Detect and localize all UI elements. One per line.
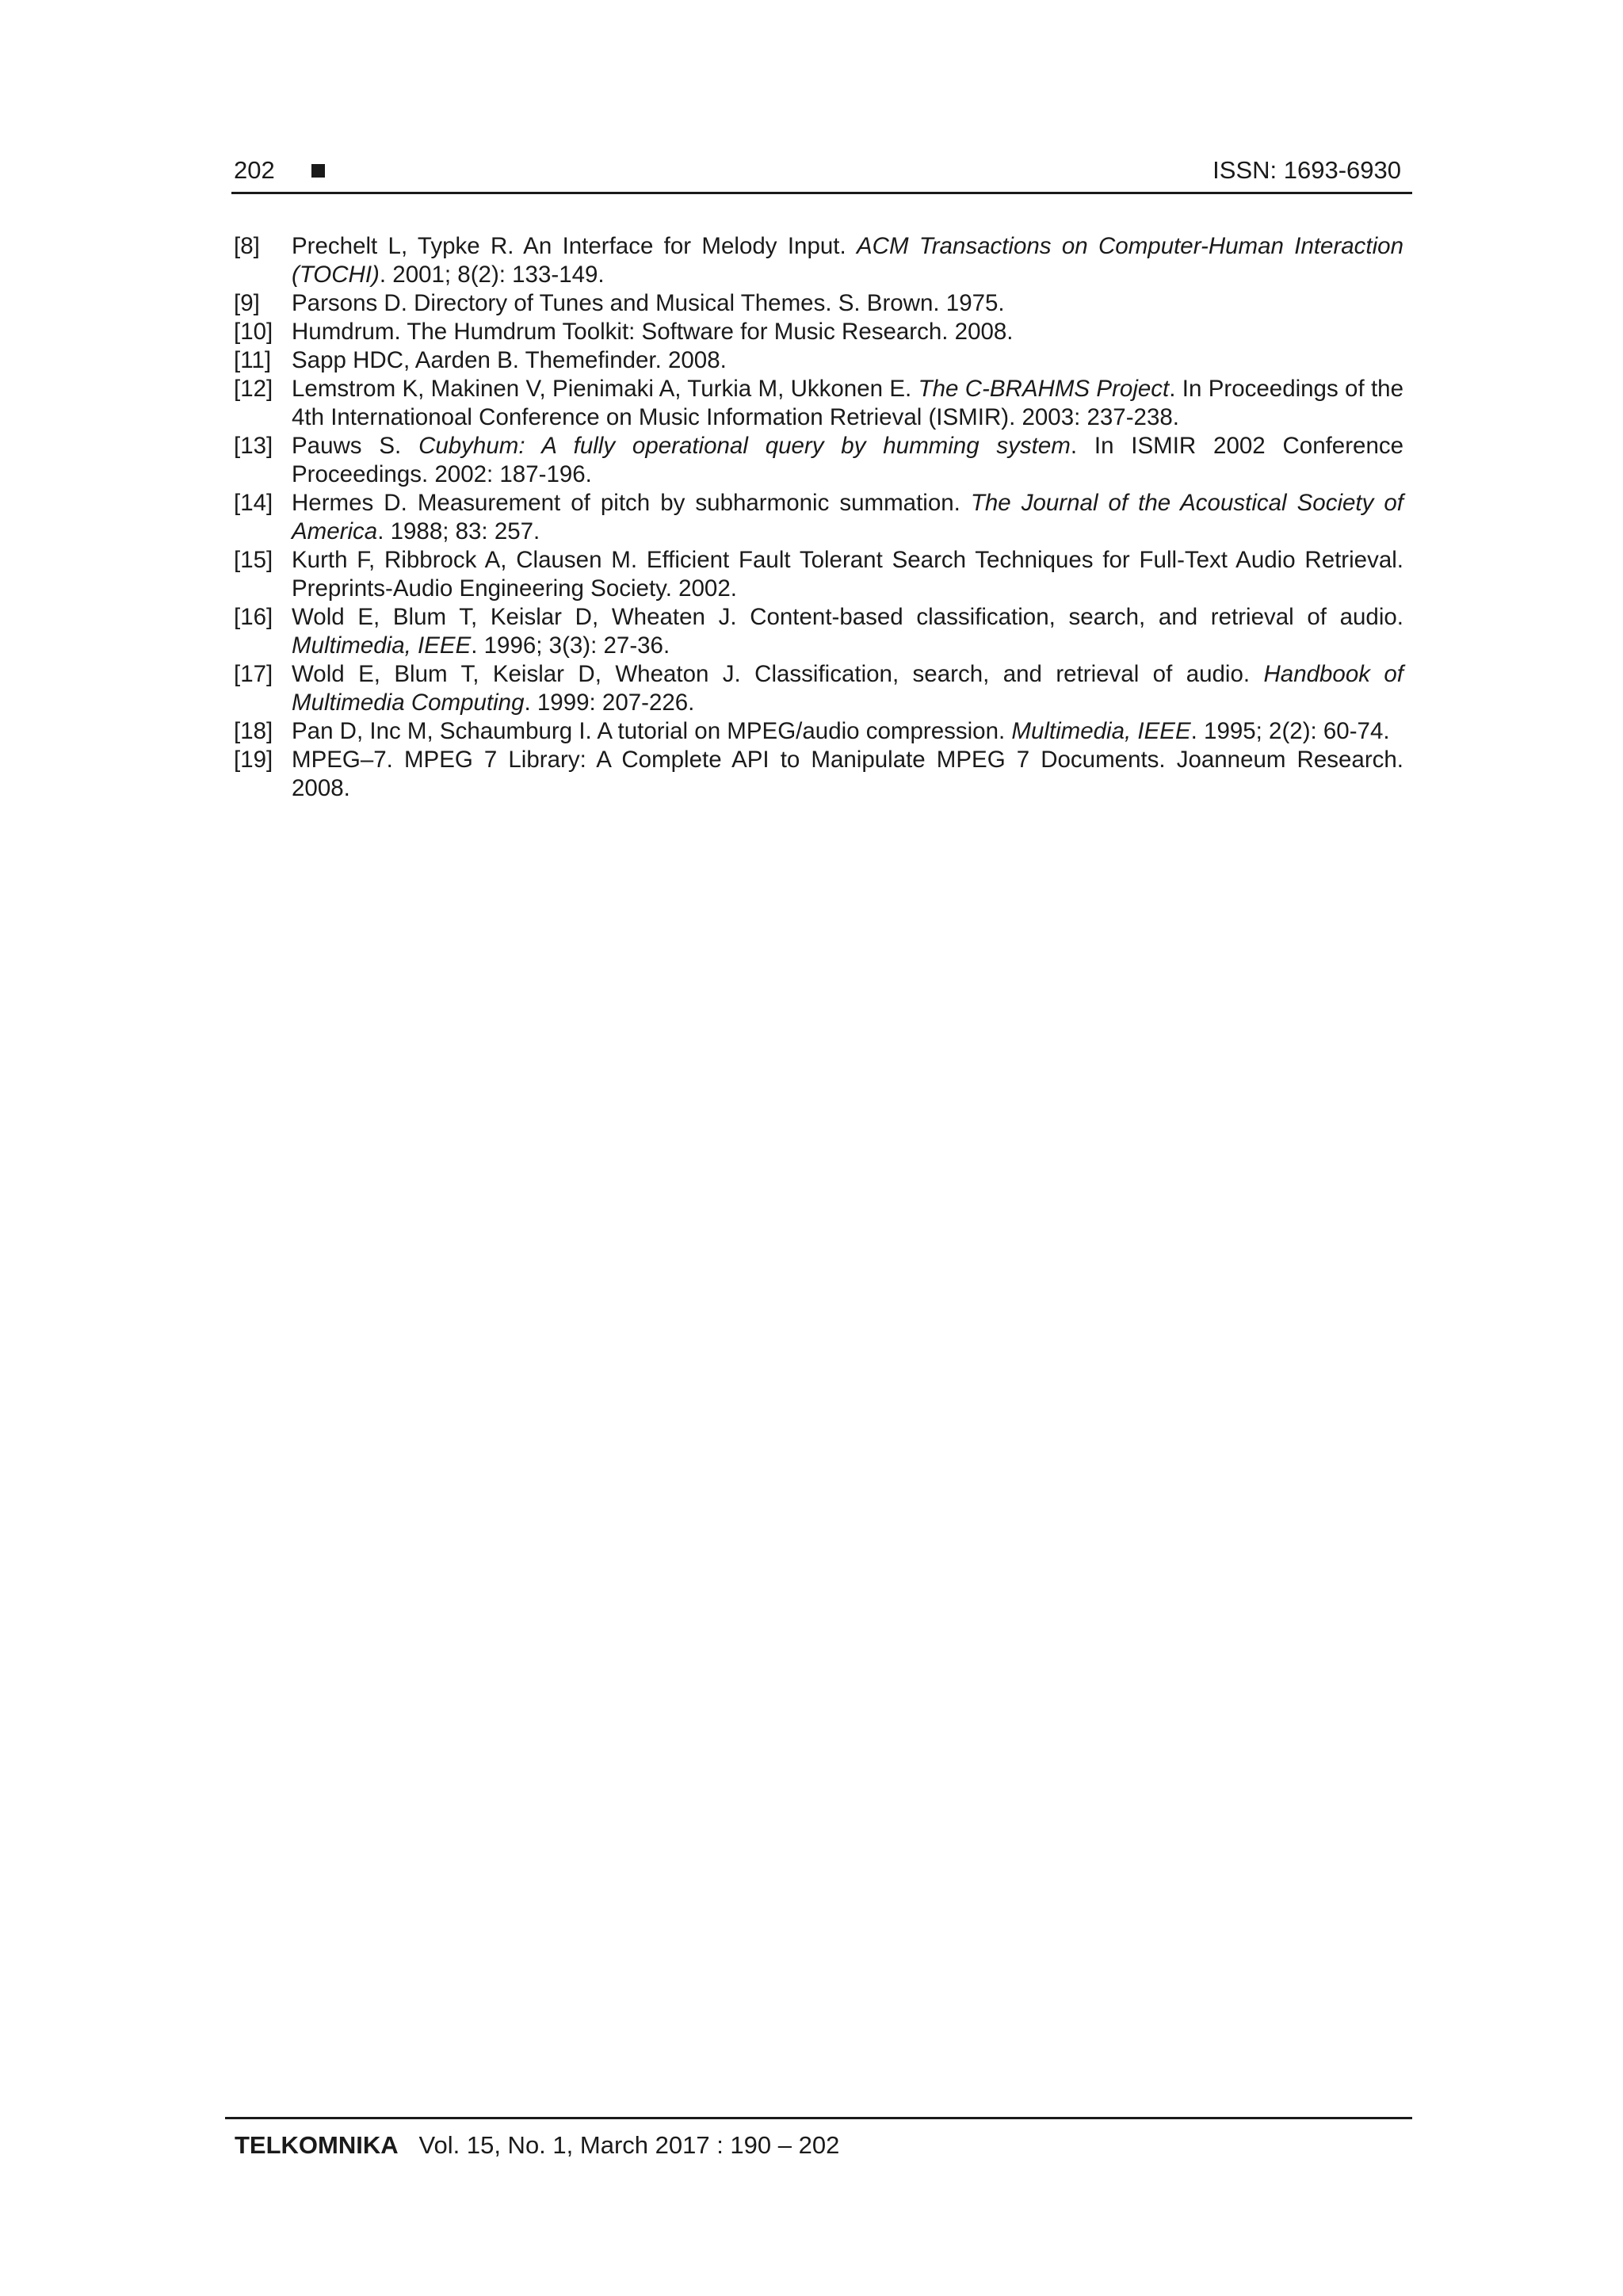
reference-segment: Humdrum. The Humdrum Toolkit: Software for Music Research. 2008.: [292, 319, 1014, 345]
reference-segment: Pauws S.: [292, 433, 419, 459]
reference-segment: . In ISMIR 2002 Conference Proceedings. 2002: 187-196.: [292, 433, 1404, 487]
reference-text: [292, 489, 1403, 546]
reference-number: [11]: [234, 347, 272, 373]
issn: ISSN: 1693-6930: [1212, 156, 1401, 184]
reference-item: [234, 432, 1403, 489]
reference-segment: . 1999: 207-226.: [524, 690, 695, 716]
reference-segment: Wold E, Blum T, Keislar D, Wheaton J. Classification, search, and retrieval of audio.: [292, 661, 1264, 687]
reference-text: [292, 717, 1403, 746]
reference-segment: . In Proceedings of the 4th Internationoal Conference on Music Information Retrieval (ISMIR). 2003: 237-238.: [292, 376, 1403, 430]
page-number: 202: [234, 156, 275, 184]
reference-number: [17]: [234, 661, 273, 687]
reference-item: [234, 546, 1403, 603]
reference-segment: Wold E, Blum T, Keislar D, Wheaten J. Content-based classification, search, and retrieval of audio.: [292, 604, 1403, 630]
reference-segment: Prechelt L, Typke R. An Interface for Melody Input.: [292, 233, 857, 259]
reference-number: [12]: [234, 376, 273, 402]
reference-segment: Pan D, Inc M, Schaumburg I. A tutorial on MPEG/audio compression.: [292, 718, 1012, 744]
reference-text: [292, 289, 1403, 318]
square-bullet-icon: [311, 164, 325, 178]
reference-item: [234, 660, 1403, 717]
reference-source-title: The Journal of the Acoustical Society of America: [292, 490, 1404, 544]
reference-item: [234, 346, 1403, 375]
reference-text: [292, 232, 1403, 289]
reference-item: [234, 232, 1403, 289]
volume-citation: Vol. 15, No. 1, March 2017 : 190 – 202: [418, 2131, 840, 2159]
reference-source-title: Multimedia, IEEE: [1011, 718, 1191, 744]
reference-text: [292, 660, 1403, 717]
reference-segment: Hermes D. Measurement of pitch by subharmonic summation.: [292, 490, 971, 516]
reference-source-title: The C-BRAHMS Project: [918, 376, 1170, 402]
reference-item: [234, 489, 1403, 546]
reference-number: [19]: [234, 747, 273, 773]
page-footer: [225, 2117, 1412, 2159]
reference-item: [234, 717, 1403, 746]
reference-number: [14]: [234, 490, 273, 516]
reference-segment: Sapp HDC, Aarden B. Themefinder. 2008.: [292, 347, 727, 373]
footer-spacer: [405, 2131, 412, 2159]
reference-segment: . 1996; 3(3): 27-36.: [471, 632, 670, 659]
reference-segment: . 1995; 2(2): 60-74.: [1190, 718, 1390, 744]
reference-segment: MPEG–7. MPEG 7 Library: A Complete API to Manipulate MPEG 7 Documents. Joanneum Research. 2008.: [292, 747, 1403, 801]
reference-segment: Parsons D. Directory of Tunes and Musical Themes. S. Brown. 1975.: [292, 290, 1005, 316]
reference-text: [292, 546, 1403, 603]
reference-number: [15]: [234, 547, 273, 573]
journal-name: TELKOMNIKA: [235, 2131, 399, 2159]
reference-item: [234, 746, 1403, 803]
reference-segment: Lemstrom K, Makinen V, Pienimaki A, Turkia M, Ukkonen E.: [292, 376, 918, 402]
reference-list: [234, 232, 1403, 803]
reference-number: [10]: [234, 319, 273, 345]
reference-segment: . 1988; 83: 257.: [377, 518, 540, 544]
reference-number: [18]: [234, 718, 273, 744]
reference-source-title: Cubyhum: A fully operational query by humming system: [418, 433, 1071, 459]
footer-citation-line: [235, 2130, 839, 2160]
reference-text: [292, 375, 1403, 432]
reference-number: [9]: [234, 290, 260, 316]
reference-segment: . 2001; 8(2): 133-149.: [379, 262, 605, 288]
reference-text: [292, 318, 1403, 346]
reference-text: [292, 603, 1403, 660]
reference-source-title: ACM Transactions on Computer-Human Interaction (TOCHI): [292, 233, 1403, 288]
reference-source-title: Multimedia, IEEE: [292, 632, 472, 659]
reference-item: [234, 318, 1403, 346]
reference-number: [16]: [234, 604, 273, 630]
reference-item: [234, 603, 1403, 660]
reference-item: [234, 289, 1403, 318]
reference-text: [292, 746, 1403, 803]
reference-text: [292, 432, 1403, 489]
reference-number: [8]: [234, 233, 260, 259]
reference-item: [234, 375, 1403, 432]
reference-number: [13]: [234, 433, 273, 459]
reference-source-title: Handbook of Multimedia Computing: [292, 661, 1403, 716]
page-header: [231, 153, 1412, 194]
reference-segment: Kurth F, Ribbrock A, Clausen M. Efficient Fault Tolerant Search Techniques for Full-Text Audio Retrieval. Preprints-Audio Engineering Society. 2002.: [292, 547, 1403, 602]
reference-text: [292, 346, 1403, 375]
